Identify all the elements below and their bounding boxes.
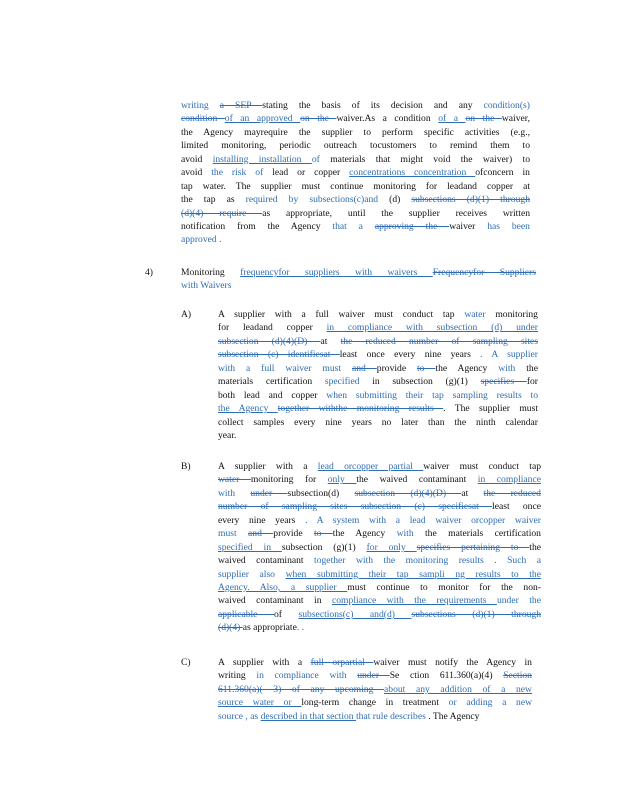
text-run: waived contaminant <box>218 555 315 567</box>
deleted-text: under <box>357 670 390 682</box>
text-line <box>218 541 541 554</box>
text-run: waiver.As a condition <box>336 113 439 125</box>
text-run: the Agency mayrequire the supplier to perform specific activities (e.g., <box>181 126 530 138</box>
inserted-underlined-text: of a <box>438 113 466 125</box>
section-heading <box>181 266 536 293</box>
inserted-underlined-text: in compliance <box>477 474 541 486</box>
text-line <box>181 266 536 279</box>
text-run: must continue to monitor for the non- <box>347 581 541 593</box>
text-line <box>218 402 538 415</box>
inserted-text: together with the monitoring results . Such a <box>314 555 542 567</box>
text-line <box>181 112 530 125</box>
text-run: writing <box>218 670 257 682</box>
text-run: materials that might void the waiver) to <box>330 153 531 165</box>
deleted-text: to <box>417 362 436 374</box>
inserted-underlined-text: concentrations concentration <box>349 167 476 179</box>
text-line <box>218 710 532 723</box>
deleted-text: water <box>218 474 251 486</box>
text-run: the Agency <box>435 362 499 374</box>
text-run: of <box>273 608 299 620</box>
inserted-underlined-text: specified in <box>218 541 282 553</box>
inserted-underlined-text: for only <box>366 541 417 553</box>
inserted-text: has been <box>487 220 530 232</box>
deleted-text: under <box>250 487 288 499</box>
deleted-text: subsection (d)(4)(D) <box>218 335 321 347</box>
item-label-a: A) <box>181 309 192 320</box>
text-line <box>218 321 538 334</box>
text-run: as appropriate, until the supplier receives written <box>262 207 530 219</box>
deleted-text: on the <box>300 113 337 125</box>
text-line <box>181 207 530 220</box>
text-run: subsection (g)(1) <box>281 541 367 553</box>
deleted-text: together withthe monitoring results <box>277 403 444 415</box>
text-run: waived contaminant in <box>218 595 332 607</box>
text-line <box>218 554 541 567</box>
inserted-underlined-text: installing installation <box>212 153 312 165</box>
text-run: notification from the Agency <box>181 220 333 232</box>
text-line <box>181 220 530 233</box>
text-line <box>218 527 541 540</box>
text-run: the Agency <box>332 528 397 540</box>
deleted-text: subsections (d)(1) through <box>411 608 542 620</box>
deleted-text: specifies <box>480 376 527 388</box>
deleted-text: on the <box>465 113 502 125</box>
deleted-text: applicable <box>218 608 274 620</box>
text-line <box>181 279 536 292</box>
inserted-underlined-text: in compliance with subsection (d) under <box>326 322 538 334</box>
item-b-paragraph <box>218 460 541 635</box>
inserted-text: with Waivers <box>181 280 232 292</box>
text-line <box>218 335 538 348</box>
inserted-underlined-text: subsections(c) and(d) <box>298 608 412 620</box>
text-line <box>218 656 532 669</box>
text-run: the tap as <box>181 194 246 206</box>
inserted-text: specified <box>324 376 373 388</box>
inserted-text: the risk of <box>211 167 273 179</box>
text-line <box>181 193 530 206</box>
deleted-text: the reduced <box>483 487 541 499</box>
text-run: at <box>320 335 341 347</box>
inserted-text: with <box>396 528 426 540</box>
text-run: least once every nine years <box>339 349 481 361</box>
text-run: the materials certification <box>425 528 541 540</box>
text-run: subsection(d) <box>287 487 355 499</box>
text-run: waiver must conduct tap <box>423 461 541 472</box>
inserted-underlined-text: the Agency <box>218 403 278 415</box>
text-line <box>181 166 530 179</box>
text-run: collect samples every nine years no later than the ninth calendar <box>218 416 538 428</box>
text-line <box>218 581 541 594</box>
text-run: A supplier with a full waiver must conduct tap <box>218 309 465 320</box>
deleted-text: subsections (d)(1) through <box>411 194 530 206</box>
inserted-text: with <box>218 487 251 499</box>
text-run: ofconcern in <box>475 167 530 179</box>
text-line <box>218 621 541 634</box>
text-line <box>218 460 541 473</box>
text-line <box>218 375 538 388</box>
text-line <box>218 500 541 513</box>
inserted-underlined-text: lead orcopper partial <box>317 461 424 472</box>
inserted-text: . . <box>296 622 305 634</box>
deleted-text: the reduced number of sampling sites <box>340 335 539 347</box>
text-run: waiver must notify the Agency in <box>373 657 532 668</box>
deleted-text: 611.360(a)( 3) of any upcoming <box>218 683 385 695</box>
item-a-paragraph <box>218 308 538 442</box>
text-line <box>218 416 538 429</box>
text-run: stating the basis of its decision and any <box>262 100 484 111</box>
text-run: waiver, <box>501 113 530 125</box>
text-run: at <box>461 487 484 499</box>
text-line <box>218 669 532 682</box>
item-c-paragraph <box>218 656 532 723</box>
deleted-text: and <box>248 528 274 540</box>
inserted-underlined-text: only <box>327 474 357 486</box>
text-run: both lead and copper <box>218 389 327 401</box>
deleted-text: and <box>352 362 377 374</box>
inserted-underlined-text: about any addition of a new <box>384 683 532 695</box>
deleted-text: number of sampling sites subsection (c) specifiesat <box>218 501 493 513</box>
item-label-c: C) <box>181 657 191 668</box>
text-run: . The Agency <box>428 710 480 722</box>
inserted-text: of <box>311 153 331 165</box>
section-number: 4) <box>145 267 153 278</box>
inserted-text: when submitting their tap sampling results to <box>326 389 538 401</box>
text-line <box>218 487 541 500</box>
inserted-underlined-text: when submitting their tap sampli ng results to the <box>285 568 541 580</box>
text-line <box>218 594 541 607</box>
inserted-text: with <box>498 362 527 374</box>
inserted-text: . A system with a lead waiver orcopper waiver <box>305 514 541 526</box>
text-run: every nine years <box>218 514 306 526</box>
text-run: least once <box>492 501 541 513</box>
text-line <box>218 348 538 361</box>
text-line <box>181 180 530 193</box>
inserted-underlined-text: described in that section <box>260 710 357 722</box>
inserted-text: . A supplier <box>480 349 539 361</box>
deleted-text: Section <box>503 670 532 682</box>
text-line <box>218 514 541 527</box>
text-line <box>218 683 532 696</box>
deleted-text: (d)(4) <box>218 622 243 634</box>
text-line <box>218 608 541 621</box>
inserted-text: source , as <box>218 710 261 722</box>
text-run: limited monitoring, periodic outreach tocustomers to remind them to <box>181 140 530 152</box>
deleted-text: to <box>313 528 333 540</box>
deleted-text: Frequencyfor Suppliers <box>432 267 536 278</box>
text-run: provide <box>376 362 418 374</box>
text-run: in subsection (g)(1) <box>372 376 481 388</box>
text-line <box>218 308 538 321</box>
text-run: the <box>529 541 542 553</box>
text-run: (d) <box>389 194 412 206</box>
intro-paragraph <box>181 99 530 247</box>
text-line <box>181 233 530 246</box>
text-line <box>181 126 530 139</box>
text-line <box>218 568 541 581</box>
text-run: avoid <box>181 167 212 179</box>
inserted-underlined-text: of an approved <box>224 113 301 125</box>
inserted-text: required by subsections(c)and <box>245 194 390 206</box>
inserted-underlined-text: compliance with the requirements <box>332 595 497 607</box>
inserted-text: supplier also <box>218 568 286 580</box>
text-line <box>218 473 541 486</box>
text-line <box>181 153 530 166</box>
deleted-text: subsection (d)(4)(D) <box>354 487 462 499</box>
text-run: the <box>526 362 538 374</box>
text-run: year. <box>218 429 237 441</box>
inserted-text: condition(s) <box>483 100 530 111</box>
inserted-text: with a full waiver must <box>218 362 352 374</box>
text-line <box>218 696 532 709</box>
deleted-text: specifies pertaining to <box>416 541 530 553</box>
inserted-underlined-text: source water or <box>218 697 302 709</box>
text-run: Monitoring <box>181 267 241 278</box>
inserted-text: in compliance with <box>256 670 358 682</box>
text-run: lead or copper <box>272 167 350 179</box>
text-run: . The supplier must <box>443 403 538 415</box>
text-run: Se ction 611.360(a)(4) <box>389 670 504 682</box>
text-run: for leadand copper <box>218 322 327 334</box>
item-label-b: B) <box>181 461 191 472</box>
text-run: monitoring for <box>250 474 328 486</box>
text-run: the waived contaminant <box>356 474 478 486</box>
text-line <box>181 99 530 112</box>
deleted-text: condition <box>181 113 225 125</box>
text-run: monitoring <box>495 309 538 320</box>
deleted-text: a SEP <box>219 100 263 111</box>
deleted-text: subsection (c) identifiesat <box>218 349 340 361</box>
inserted-text: that rule describes <box>356 710 429 722</box>
text-run: A supplier with a <box>218 657 311 668</box>
inserted-underlined-text: frequencyfor suppliers with waivers <box>240 267 433 278</box>
text-run: waiver <box>449 220 488 232</box>
deleted-text: full orpartial <box>310 657 374 668</box>
inserted-text: that a <box>332 220 375 232</box>
text-run: materials certification <box>218 376 325 388</box>
inserted-text: approved . <box>181 234 222 246</box>
text-run: as appropriate <box>242 622 297 634</box>
text-line <box>218 389 538 402</box>
inserted-text: under the <box>496 595 541 607</box>
inserted-text: water <box>464 309 496 320</box>
deleted-text: (d)(4) require <box>181 207 263 219</box>
text-run: tap water. The supplier must continue monitoring for leadand copper at <box>181 180 530 192</box>
deleted-text: approving the <box>374 220 450 232</box>
text-run: avoid <box>181 153 213 165</box>
inserted-text: or adding a new <box>448 697 533 709</box>
text-run: A supplier with a <box>218 461 318 472</box>
inserted-text: writing <box>181 100 220 111</box>
text-run: long-term change in treatment <box>301 697 449 709</box>
text-run: provide <box>273 528 314 540</box>
text-line <box>218 362 538 375</box>
text-run: for <box>526 376 538 388</box>
inserted-underlined-text: Agency. Also, a supplier <box>218 581 348 593</box>
text-line <box>181 139 530 152</box>
text-line <box>218 429 538 442</box>
inserted-text: must <box>218 528 249 540</box>
